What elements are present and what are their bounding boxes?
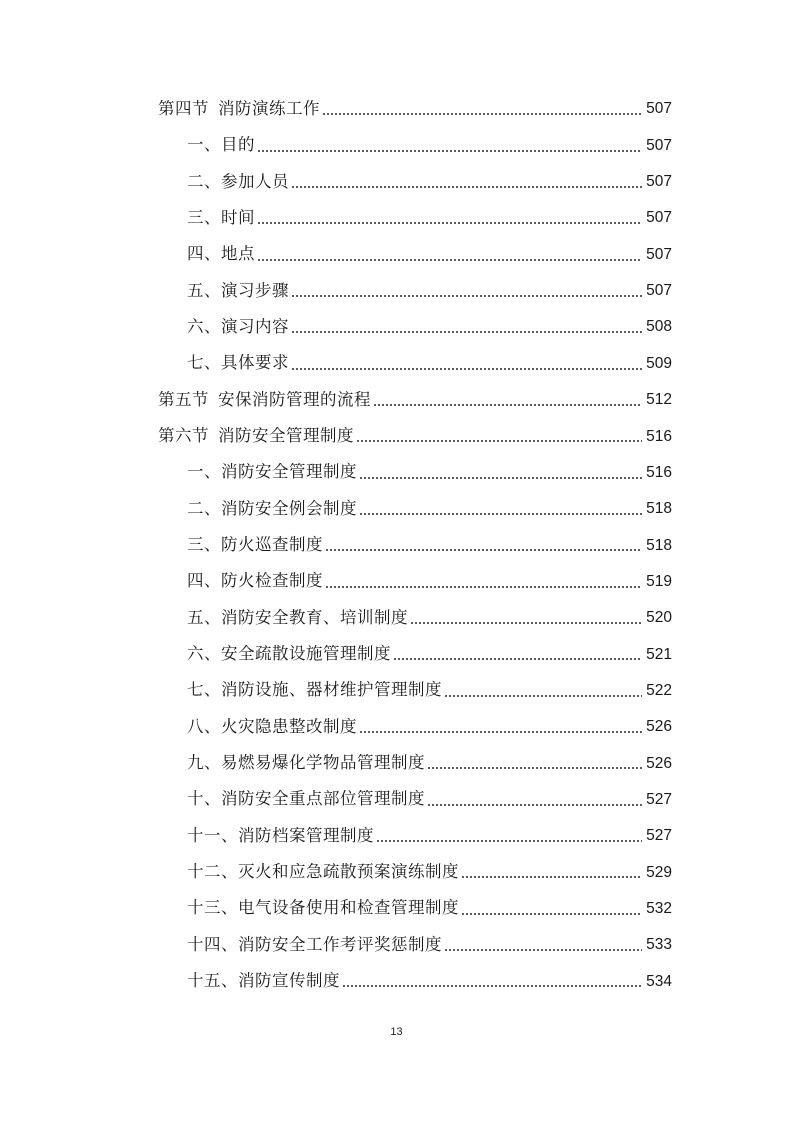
page-number: 13 <box>390 1026 403 1038</box>
toc-entry-number: 第四节 <box>158 98 209 118</box>
toc-subsection-entry[interactable] <box>0 309 793 345</box>
toc-entry-number: 一、目的 <box>187 135 255 155</box>
toc-entry-number: 八、火灾隐患整改制度 <box>187 716 357 736</box>
toc-entry-number: 第六节 <box>158 426 209 446</box>
toc-page-number: 507 <box>646 100 672 118</box>
toc-entry-label <box>187 137 255 154</box>
toc-page-number: 519 <box>646 572 672 590</box>
toc-entry-label <box>187 934 442 954</box>
toc-dot-leader <box>461 864 642 880</box>
toc-entry-label <box>187 791 425 808</box>
toc-subsection-entry[interactable] <box>0 745 793 781</box>
toc-page-number: 533 <box>646 936 672 954</box>
toc-subsection-entry[interactable] <box>0 891 793 927</box>
toc-page-number: 520 <box>646 609 672 627</box>
toc-dot-leader <box>325 574 642 590</box>
toc-subsection-entry[interactable] <box>0 454 793 490</box>
toc-entry-number: 一、消防安全管理制度 <box>187 462 357 482</box>
toc-entry-label <box>187 864 459 881</box>
toc-page-number: 522 <box>646 681 672 699</box>
toc-entry-number: 二、消防安全例会制度 <box>187 498 357 518</box>
toc-entry-number: 五、消防安全教育、培训制度 <box>187 607 408 627</box>
toc-dot-leader <box>342 973 642 989</box>
toc-subsection-entry[interactable] <box>0 127 793 163</box>
toc-entry-label <box>187 900 459 917</box>
toc-subsection-entry[interactable] <box>0 818 793 854</box>
toc-dot-leader <box>444 683 642 699</box>
toc-entry-number: 七、消防设施、器材维护管理制度 <box>187 680 442 700</box>
toc-dot-leader <box>291 283 642 299</box>
toc-dot-leader <box>257 210 642 226</box>
toc-dot-leader <box>257 138 642 154</box>
toc-subsection-entry[interactable] <box>0 600 793 636</box>
toc-page-number: 508 <box>646 318 672 336</box>
toc-subsection-entry[interactable] <box>0 673 793 709</box>
toc-dot-leader <box>291 319 642 335</box>
toc-page-number: 527 <box>646 827 672 845</box>
toc-subsection-entry[interactable] <box>0 164 793 200</box>
toc-page-number: 534 <box>646 972 672 990</box>
toc-entry-label <box>187 207 255 227</box>
toc-page-number: 509 <box>646 354 672 372</box>
toc-subsection-entry[interactable] <box>0 782 793 818</box>
toc-dot-leader <box>291 174 642 190</box>
toc-page-number: 518 <box>646 500 672 518</box>
toc-entry-label <box>187 607 408 627</box>
toc-entry-title: 安保消防管理的流程 <box>218 389 371 409</box>
toc-page-number: 507 <box>646 209 672 227</box>
toc-entry-number: 六、安全疏散设施管理制度 <box>187 644 391 664</box>
toc-subsection-entry[interactable] <box>0 236 793 272</box>
toc-dot-leader <box>427 792 642 808</box>
toc-subsection-entry[interactable] <box>0 636 793 672</box>
toc-entry-number: 十一、消防档案管理制度 <box>187 825 374 845</box>
toc-subsection-entry[interactable] <box>0 854 793 890</box>
toc-entry-number: 五、演习步骤 <box>187 280 289 300</box>
toc-subsection-entry[interactable] <box>0 963 793 999</box>
toc-subsection-entry[interactable] <box>0 200 793 236</box>
toc-page-number: 527 <box>646 790 672 808</box>
toc-entry-label <box>187 682 442 699</box>
toc-entry-label <box>187 464 357 481</box>
toc-page-number: 521 <box>646 645 672 663</box>
toc-entry-label <box>187 355 289 372</box>
toc-subsection-entry[interactable] <box>0 491 793 527</box>
toc-entry-label <box>187 280 289 300</box>
toc-section-entry[interactable] <box>0 418 793 454</box>
toc-entry-label <box>187 246 255 263</box>
toc-dot-leader <box>325 537 642 553</box>
toc-entry-number: 九、易燃易爆化学物品管理制度 <box>187 753 425 773</box>
toc-page-number: 507 <box>646 245 672 263</box>
toc-dot-leader <box>376 828 642 844</box>
table-of-contents <box>0 91 793 1000</box>
toc-page-number: 507 <box>646 282 672 300</box>
toc-entry-label <box>187 716 357 736</box>
toc-entry-number: 三、防火巡查制度 <box>187 535 323 555</box>
toc-entry-label <box>187 316 289 336</box>
toc-entry-label <box>187 646 391 663</box>
toc-dot-leader <box>359 501 642 517</box>
toc-page-number: 529 <box>646 863 672 881</box>
toc-page-number: 526 <box>646 754 672 772</box>
toc-entry-title: 消防演练工作 <box>218 98 320 118</box>
toc-entry-number: 三、时间 <box>187 207 255 227</box>
toc-entry-number: 十四、消防安全工作考评奖惩制度 <box>187 934 442 954</box>
toc-dot-leader <box>427 755 642 771</box>
toc-entry-label <box>158 389 371 409</box>
toc-dot-leader <box>359 719 642 735</box>
toc-section-entry[interactable] <box>0 91 793 127</box>
toc-entry-number: 十、消防安全重点部位管理制度 <box>187 789 425 809</box>
toc-page-number: 518 <box>646 536 672 554</box>
toc-dot-leader <box>444 937 642 953</box>
toc-entry-label <box>187 498 357 518</box>
toc-entry-title: 消防安全管理制度 <box>218 426 354 446</box>
toc-entry-number: 六、演习内容 <box>187 316 289 336</box>
toc-page-number: 512 <box>646 391 672 409</box>
toc-entry-label <box>158 98 320 118</box>
toc-entry-number: 十三、电气设备使用和检查管理制度 <box>187 898 459 918</box>
toc-subsection-entry[interactable] <box>0 273 793 309</box>
toc-dot-leader <box>410 610 642 626</box>
toc-entry-label <box>158 428 354 445</box>
toc-page-number: 532 <box>646 899 672 917</box>
toc-entry-label <box>187 537 323 554</box>
toc-dot-leader <box>373 392 642 408</box>
toc-dot-leader <box>257 247 642 263</box>
toc-subsection-entry[interactable] <box>0 563 793 599</box>
toc-dot-leader <box>322 101 642 117</box>
toc-entry-label <box>187 973 340 990</box>
toc-entry-number: 十二、灭火和应急疏散预案演练制度 <box>187 862 459 882</box>
toc-entry-label <box>187 755 425 772</box>
toc-entry-label <box>187 171 289 191</box>
toc-entry-number: 十五、消防宣传制度 <box>187 971 340 991</box>
toc-section-entry[interactable] <box>0 382 793 418</box>
toc-entry-number: 四、防火检查制度 <box>187 571 323 591</box>
toc-entry-number: 第五节 <box>158 389 209 409</box>
toc-subsection-entry[interactable] <box>0 709 793 745</box>
toc-entry-label <box>187 573 323 590</box>
toc-page-number: 507 <box>646 136 672 154</box>
toc-subsection-entry[interactable] <box>0 527 793 563</box>
toc-entry-number: 二、参加人员 <box>187 171 289 191</box>
toc-subsection-entry[interactable] <box>0 927 793 963</box>
toc-dot-leader <box>291 356 642 372</box>
toc-subsection-entry[interactable] <box>0 345 793 381</box>
toc-page-number: 516 <box>646 463 672 481</box>
toc-dot-leader <box>461 901 642 917</box>
toc-entry-number: 四、地点 <box>187 244 255 264</box>
toc-page-number: 526 <box>646 718 672 736</box>
toc-page-number: 507 <box>646 173 672 191</box>
toc-entry-number: 七、具体要求 <box>187 353 289 373</box>
toc-dot-leader <box>356 428 642 444</box>
toc-dot-leader <box>393 646 642 662</box>
toc-dot-leader <box>359 465 642 481</box>
toc-page-number: 516 <box>646 427 672 445</box>
toc-entry-label <box>187 825 374 845</box>
